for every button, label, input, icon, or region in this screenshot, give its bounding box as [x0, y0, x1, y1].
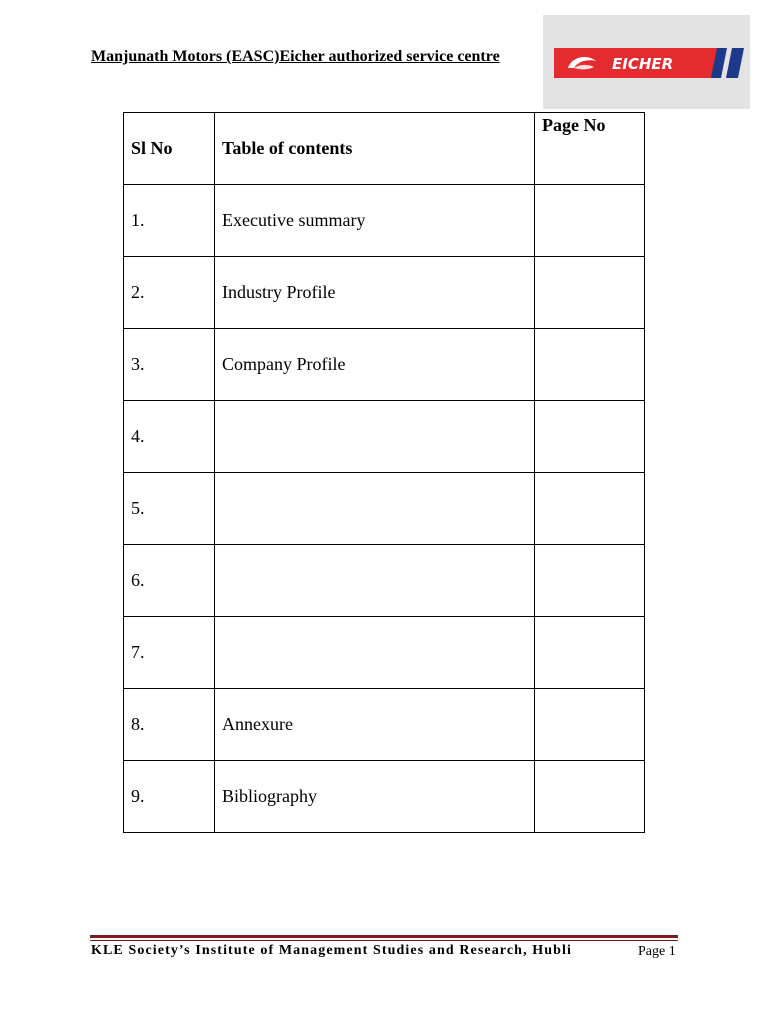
footer-divider [90, 935, 678, 938]
row-page [535, 329, 645, 401]
header-page-no: Page No [535, 113, 645, 185]
table-row [124, 545, 645, 617]
row-number: 5. [124, 473, 215, 545]
row-title [215, 401, 535, 473]
row-page [535, 401, 645, 473]
table-row [124, 329, 645, 401]
eicher-logo [543, 15, 750, 109]
row-number: 2. [124, 257, 215, 329]
row-number: 7. [124, 617, 215, 689]
row-page [535, 545, 645, 617]
eicher-logo-text: EICHER [612, 55, 674, 73]
row-number: 9. [124, 761, 215, 833]
row-number: 8. [124, 689, 215, 761]
row-number: 6. [124, 545, 215, 617]
table-header-row [124, 113, 645, 185]
row-page [535, 689, 645, 761]
row-title [215, 473, 535, 545]
row-number: 3. [124, 329, 215, 401]
table-of-contents [123, 112, 645, 833]
header-contents: Table of contents [215, 113, 535, 185]
header-sl-no: Sl No [124, 113, 215, 185]
row-title: Company Profile [215, 329, 535, 401]
row-title [215, 617, 535, 689]
table-row [124, 401, 645, 473]
footer-page-number: Page 1 [638, 944, 676, 959]
row-title [215, 545, 535, 617]
table-row [124, 761, 645, 833]
row-title: Annexure [215, 689, 535, 761]
table-row [124, 689, 645, 761]
table-row [124, 257, 645, 329]
footer-divider-thin [90, 940, 678, 941]
eicher-logo-graphic [554, 48, 744, 78]
row-page [535, 761, 645, 833]
row-page [535, 473, 645, 545]
header-title: Manjunath Motors (EASC)Eicher authorized service centre [91, 48, 500, 65]
row-number: 1. [124, 185, 215, 257]
row-page [535, 617, 645, 689]
table-row [124, 185, 645, 257]
row-page [535, 257, 645, 329]
row-title: Bibliography [215, 761, 535, 833]
row-title: Industry Profile [215, 257, 535, 329]
row-page [535, 185, 645, 257]
table-row [124, 617, 645, 689]
footer-institute: KLE Society’s Institute of Management Studies and Research, Hubli [91, 943, 573, 958]
row-title: Executive summary [215, 185, 535, 257]
table-row [124, 473, 645, 545]
row-number: 4. [124, 401, 215, 473]
